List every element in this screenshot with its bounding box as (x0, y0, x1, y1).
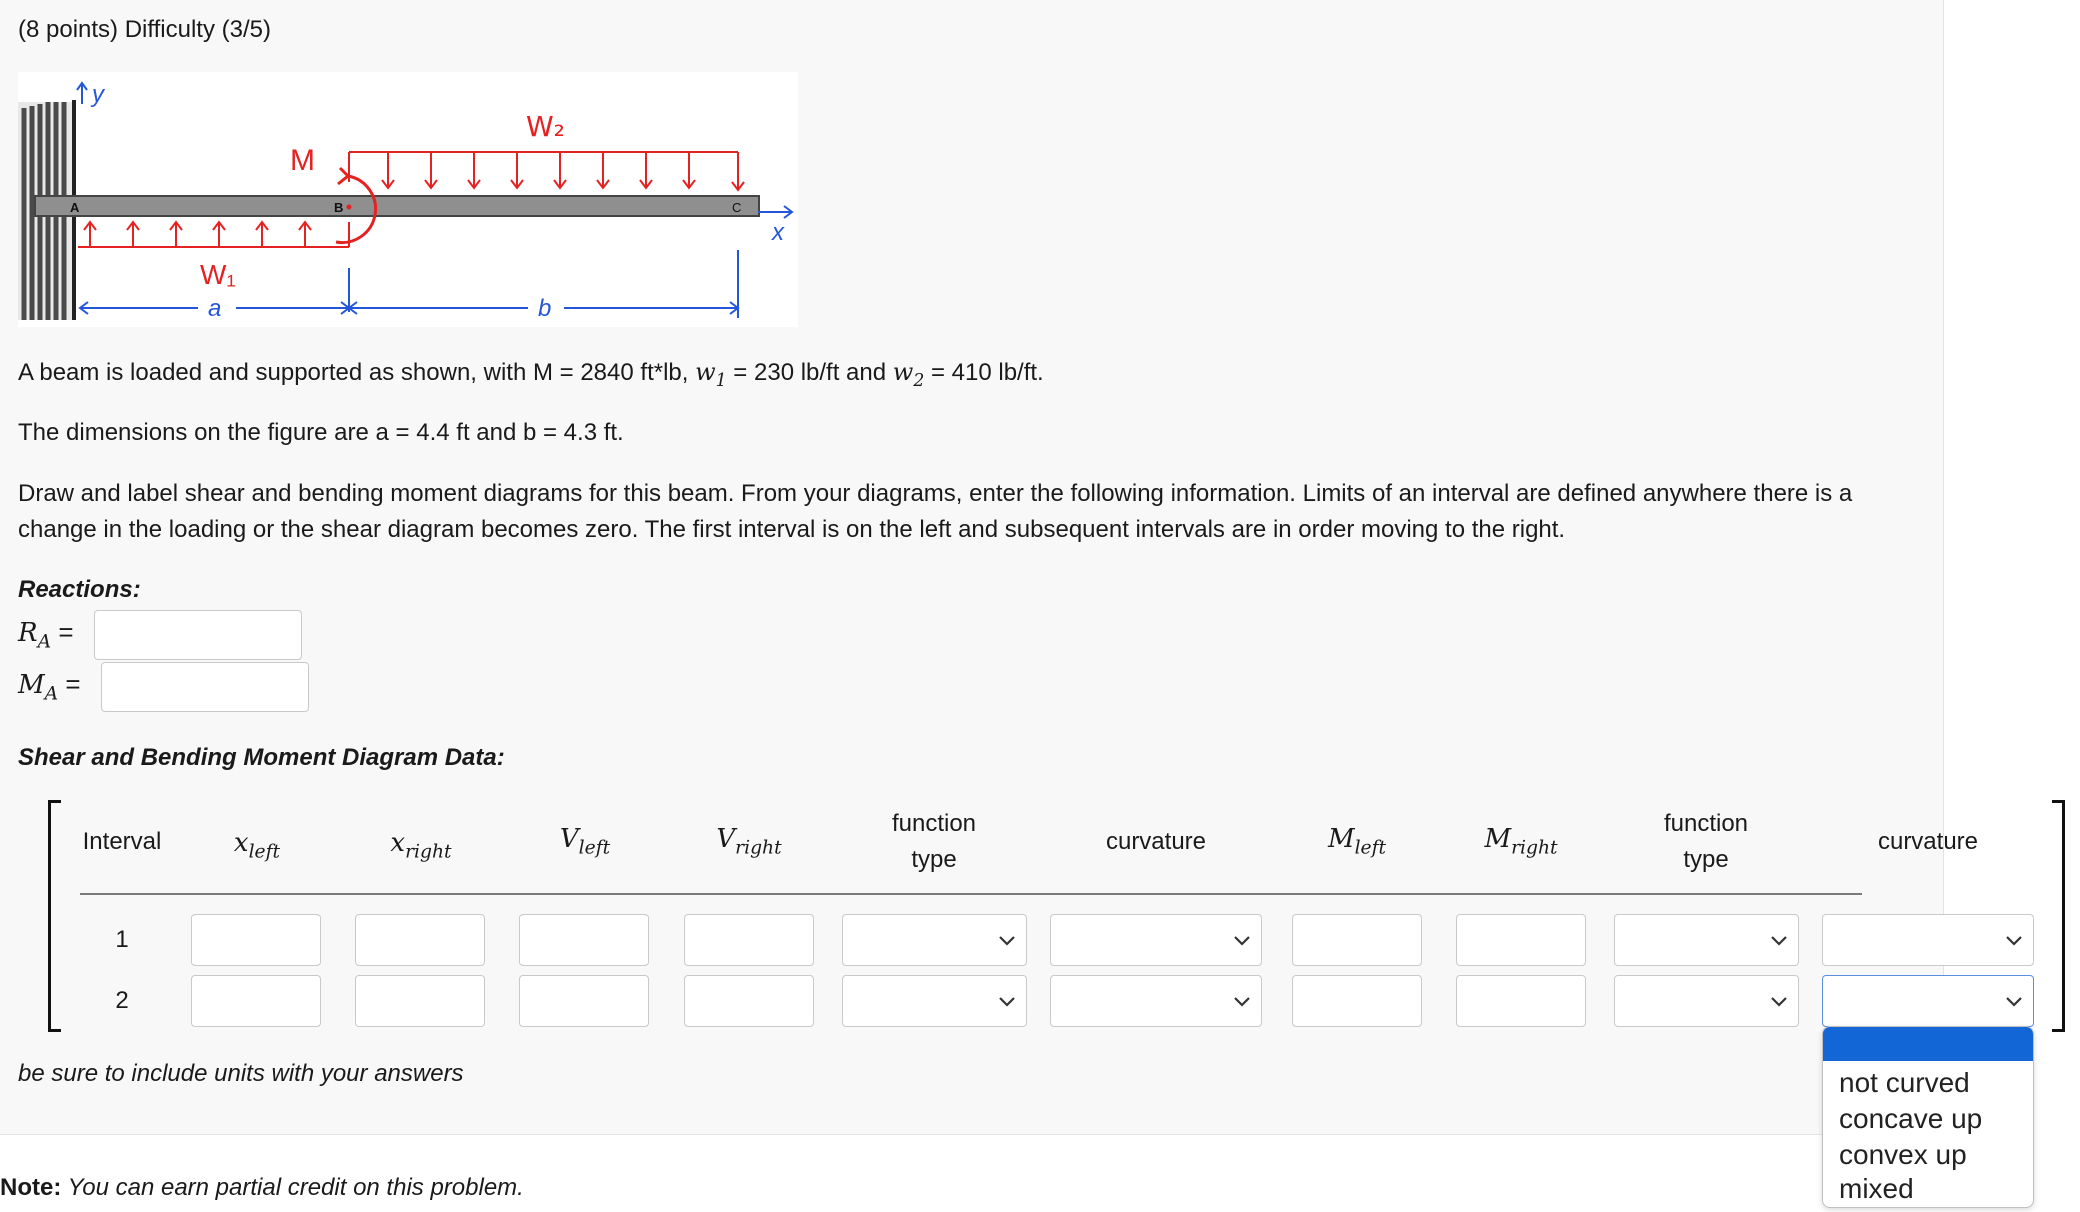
chevron-down-icon (1770, 935, 1788, 947)
row-2-m-curvature-select[interactable] (1822, 975, 2034, 1027)
v-left-symbol: V (559, 824, 579, 854)
b-dimension-label: b (538, 295, 552, 322)
note-text: You can earn partial credit on this problem. (61, 1174, 524, 1201)
header-curvature-v: curvature (1105, 828, 1207, 855)
ra-input[interactable] (94, 610, 302, 660)
row-2-v-right-input[interactable] (684, 975, 814, 1027)
row-2-v-function-type-select[interactable] (842, 975, 1027, 1027)
row-1-x-left-input[interactable] (191, 914, 321, 966)
w2-subscript: 2 (913, 371, 925, 392)
w2-symbol: w (892, 358, 914, 386)
ra-label (18, 614, 74, 661)
header-x-left (192, 828, 322, 863)
curvature-dropdown-list[interactable] (1822, 1026, 2034, 1208)
w1-value: = 230 lb/ft and (726, 359, 893, 386)
intro-prefix: A beam is loaded and supported as shown, with M = 2840 ft*lb, (18, 359, 696, 386)
beam-diagram (18, 72, 798, 327)
point-b-label: B (334, 200, 344, 215)
chevron-down-icon (1233, 996, 1251, 1008)
m-left-subscript: left (1354, 837, 1387, 859)
chevron-down-icon (1770, 996, 1788, 1008)
chevron-down-icon (1233, 935, 1251, 947)
row-1-v-function-type-select[interactable] (842, 914, 1027, 966)
instructions-text: Draw and label shear and bending moment diagrams for this beam. From your diagrams, enter the following information. Limits of an interval are defined anywhere there is a change in the loading or the shear diagram becomes zero. The first interval is on the left and subsequent intervals are in order moving to the right. (18, 480, 1853, 543)
ra-subscript: A (37, 631, 52, 653)
ma-input[interactable] (101, 662, 309, 712)
row-1-m-function-type-select[interactable] (1614, 914, 1799, 966)
function-type-line2: type (911, 846, 957, 873)
ma-symbol: M (18, 670, 45, 700)
point-c-label: C (732, 200, 742, 215)
x-left-symbol: x (233, 828, 249, 858)
ra-equals: = (58, 617, 74, 647)
y-label: y (92, 81, 104, 108)
problem-intro (18, 354, 1044, 399)
diagram-data-heading: Shear and Bending Moment Diagram Data: (18, 744, 505, 771)
dropdown-option[interactable]: mixed (1839, 1173, 1914, 1204)
x-right-symbol: x (390, 828, 406, 858)
dropdown-option[interactable]: convex up (1839, 1139, 1967, 1170)
moment-label: M (290, 144, 315, 177)
v-right-subscript: right (735, 837, 782, 859)
row-2-v-curvature-select[interactable] (1050, 975, 1262, 1027)
w1-label: W₁ (200, 259, 236, 290)
m-left-symbol: M (1327, 824, 1355, 854)
chevron-down-icon (998, 935, 1016, 947)
row-2-x-left-input[interactable] (191, 975, 321, 1027)
m-right-symbol: M (1484, 824, 1512, 854)
ma-equals: = (65, 669, 81, 699)
header-function-type-v (842, 806, 1026, 878)
dimensions-text: The dimensions on the figure are a = 4.4 ft and b = 4.3 ft. (18, 419, 624, 446)
row-1-v-curvature-select[interactable] (1050, 914, 1262, 966)
ma-label (18, 666, 81, 713)
w2-label: W₂ (526, 110, 565, 143)
w2-value: = 410 lb/ft. (924, 359, 1044, 386)
row-1-m-right-input[interactable] (1456, 914, 1586, 966)
function-type-line1: function (891, 810, 977, 837)
chevron-down-icon (2005, 935, 2023, 947)
a-dimension-label: a (208, 295, 222, 322)
row-1-x-right-input[interactable] (355, 914, 485, 966)
x-right-subscript: right (405, 841, 452, 863)
row-2-v-left-input[interactable] (519, 975, 649, 1027)
v-left-subscript: left (578, 837, 611, 859)
point-a-label: A (70, 200, 80, 215)
w2-distributed-load (349, 152, 744, 190)
reactions-heading: Reactions: (18, 576, 141, 603)
m-right-subscript: right (1511, 837, 1558, 859)
header-m-right (1456, 824, 1586, 859)
header-function-type-m (1614, 806, 1798, 878)
ma-subscript: A (44, 683, 59, 705)
row-1-m-left-input[interactable] (1292, 914, 1422, 966)
y-axis-arrow (77, 83, 87, 104)
header-m-left (1292, 824, 1422, 859)
row-1-m-curvature-select[interactable] (1822, 914, 2034, 966)
chevron-down-icon (998, 996, 1016, 1008)
row-2-x-right-input[interactable] (355, 975, 485, 1027)
dropdown-option[interactable]: concave up (1839, 1103, 1983, 1134)
dimension-lines (80, 250, 738, 318)
partial-credit-note (0, 1170, 524, 1206)
function-type2-line2: type (1683, 846, 1729, 873)
point-b-marker (347, 205, 352, 210)
table-left-bracket (48, 800, 61, 1032)
row-2-m-function-type-select[interactable] (1614, 975, 1799, 1027)
x-axis-arrow (758, 206, 792, 218)
x-left-subscript: left (248, 841, 281, 863)
problem-header: (8 points) Difficulty (3/5) (18, 16, 271, 43)
function-type2-line1: function (1663, 810, 1749, 837)
dropdown-highlighted-option[interactable] (1823, 1027, 2033, 1061)
header-v-right (684, 824, 814, 859)
note-label: Note: (0, 1174, 62, 1201)
units-note: be sure to include units with your answers (18, 1060, 464, 1087)
row-1-v-right-input[interactable] (684, 914, 814, 966)
beam-figure (18, 72, 798, 327)
row-1-interval: 1 (115, 926, 129, 953)
row-2-m-right-input[interactable] (1456, 975, 1586, 1027)
header-v-left (520, 824, 650, 859)
x-label: x (772, 219, 784, 246)
table-right-bracket (2052, 800, 2065, 1032)
beam (35, 196, 759, 216)
w1-subscript: 1 (715, 371, 727, 392)
header-x-right (356, 828, 486, 863)
row-1-v-left-input[interactable] (519, 914, 649, 966)
header-curvature-m: curvature (1877, 828, 1979, 855)
chevron-down-icon (2005, 996, 2023, 1008)
row-2-m-left-input[interactable] (1292, 975, 1422, 1027)
w1-symbol: w (695, 358, 716, 386)
w1-distributed-load (78, 222, 349, 247)
v-right-symbol: V (716, 824, 736, 854)
row-2-interval: 2 (115, 987, 129, 1014)
table-header-rule (80, 893, 1862, 895)
dropdown-option[interactable]: not curved (1839, 1067, 1970, 1098)
header-interval: Interval (82, 828, 162, 855)
ra-symbol: R (18, 618, 38, 648)
